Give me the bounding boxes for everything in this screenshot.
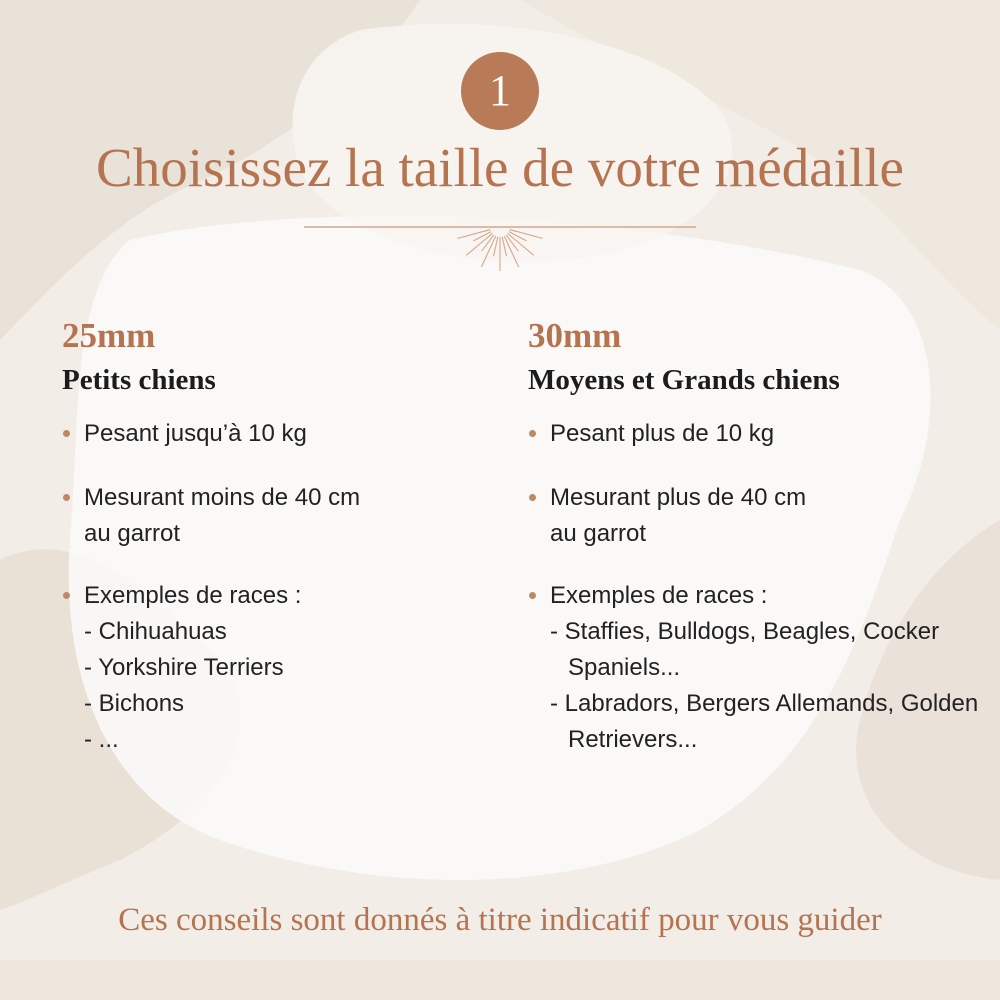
breed-example: - Chihuahuas — [84, 618, 227, 645]
dog-category: Petits chiens — [62, 364, 216, 396]
breed-example: - Yorkshire Terriers — [84, 654, 284, 681]
list-item — [528, 416, 988, 452]
list-item — [528, 578, 988, 758]
list-item — [62, 578, 482, 758]
bullet-icon — [529, 430, 536, 437]
item-text: au garrot — [84, 520, 181, 547]
item-text: Pesant jusqu’à 10 kg — [84, 420, 307, 447]
item-text: Mesurant plus de 40 cm — [550, 484, 807, 511]
item-text: au garrot — [550, 520, 647, 547]
breed-example: - ... — [84, 726, 119, 753]
list-item — [62, 416, 482, 452]
size-option-30mm — [528, 312, 988, 758]
bullet-icon — [63, 430, 70, 437]
item-text: Exemples de races : — [84, 582, 302, 609]
bullet-icon — [529, 494, 536, 501]
step-number-badge — [461, 52, 539, 130]
list-item — [62, 480, 482, 552]
item-text: Pesant plus de 10 kg — [550, 420, 775, 447]
footer-note: Ces conseils sont donnés à titre indicatif pour vous guider — [118, 902, 882, 938]
item-text: Mesurant moins de 40 cm — [84, 484, 361, 511]
breed-example: - Staffies, Bulldogs, Beagles, Cocker Spaniels... — [550, 618, 940, 681]
breed-example: - Labradors, Bergers Allemands, Golden Retrievers... — [550, 690, 979, 753]
size-label: 30mm — [528, 316, 622, 355]
size-option-25mm — [62, 312, 482, 758]
item-text: Exemples de races : — [550, 582, 768, 609]
bullet-icon — [63, 494, 70, 501]
sunburst-divider — [300, 220, 700, 276]
bullet-icon — [529, 592, 536, 599]
breed-example: - Bichons — [84, 690, 185, 717]
size-label: 25mm — [62, 316, 156, 355]
bullet-icon — [63, 592, 70, 599]
list-item — [528, 480, 988, 552]
dog-category: Moyens et Grands chiens — [528, 364, 840, 396]
page-title: Choisissez la taille de votre médaille — [96, 137, 904, 198]
step-number: 1 — [489, 66, 511, 115]
